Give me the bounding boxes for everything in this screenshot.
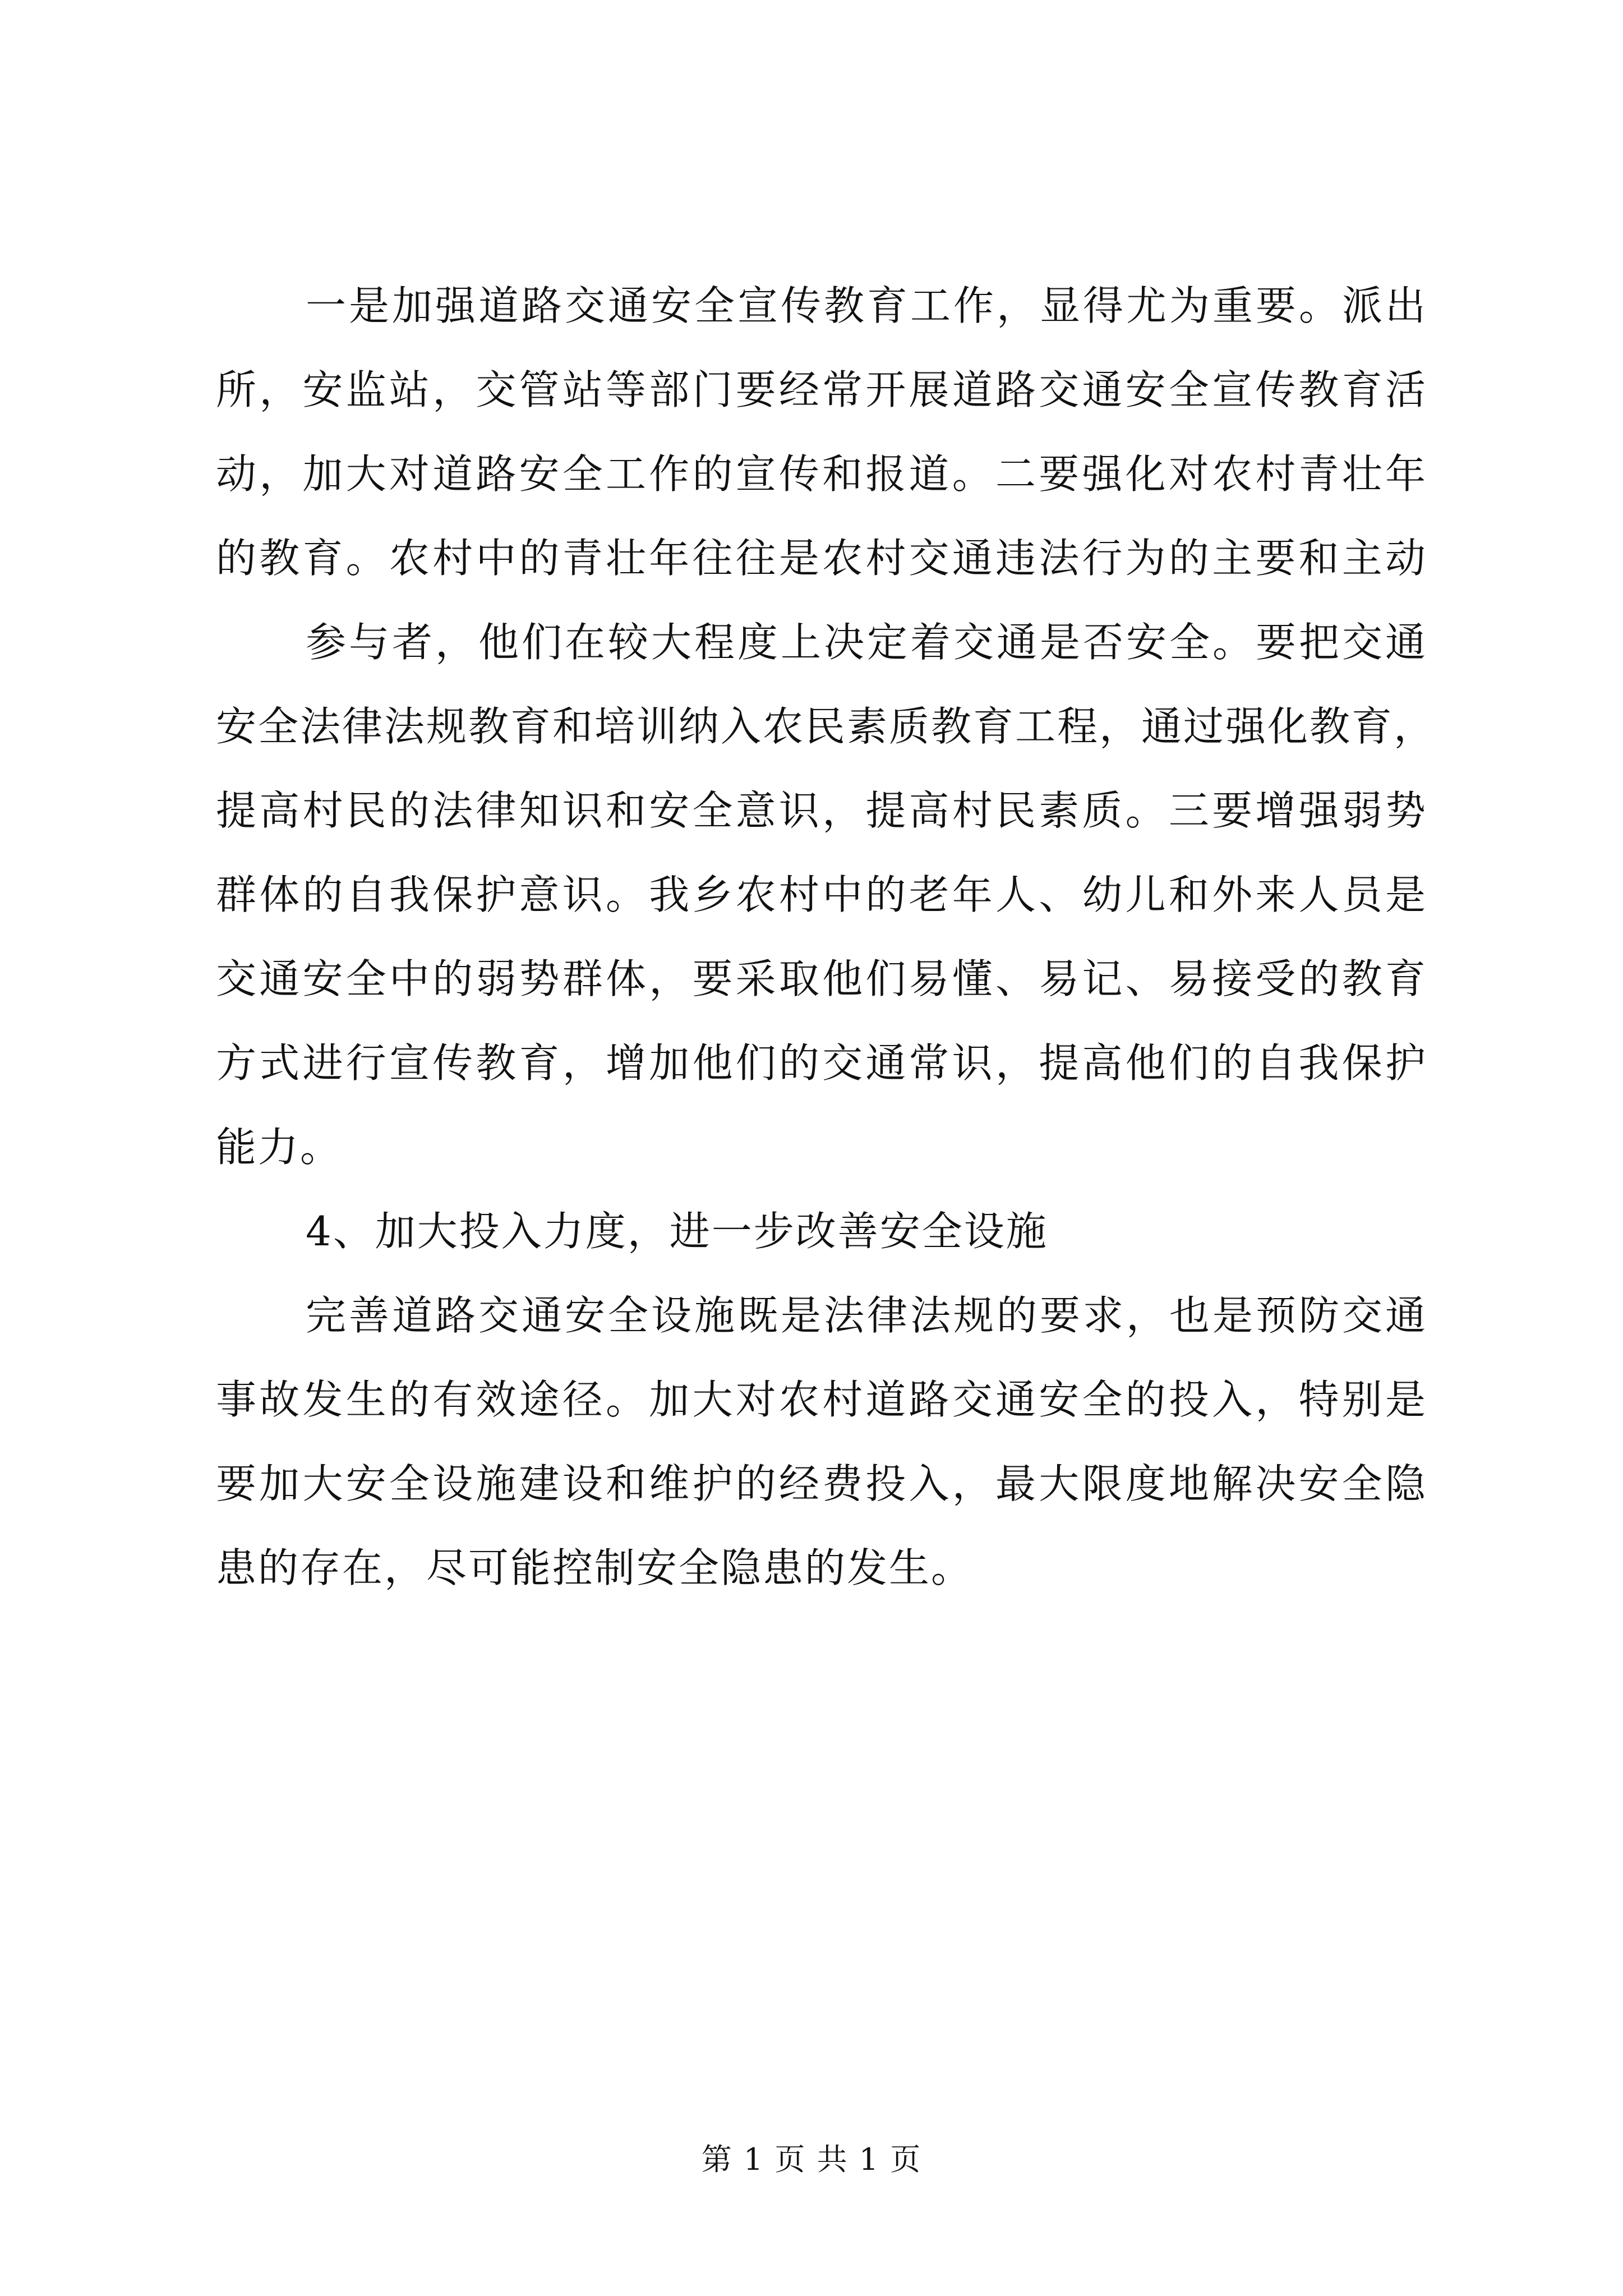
paragraph-line: 方式进行宣传教育，增加他们的交通常识，提高他们的自我保护 [216, 1039, 1427, 1087]
paragraph-line: 动，加大对道路安全工作的宣传和报道。二要强化对农村青壮年 [216, 450, 1427, 498]
paragraph-line: 能力。 [216, 1124, 343, 1171]
paragraph-line: 的教育。农村中的青壮年往往是农村交通违法行为的主要和主动 [216, 535, 1427, 582]
paragraph-line: 提高村民的法律知识和安全意识，提高村民素质。三要增强弱势 [216, 787, 1427, 834]
page-footer: 第 1 页 共 1 页 [701, 2142, 922, 2177]
paragraph-line: 完善道路交通安全设施既是法律法规的要求，也是预防交通 [306, 1292, 1427, 1339]
paragraph-line: 患的存在，尽可能控制安全隐患的发生。 [216, 1544, 974, 1591]
paragraph-line: 群体的自我保护意识。我乡农村中的老年人、幼儿和外来人员是 [216, 871, 1427, 918]
paragraph-line: 参与者，他们在较大程度上决定着交通是否安全。要把交通 [306, 619, 1427, 666]
paragraph-line: 安全法律法规教育和培训纳入农民素质教育工程，通过强化教育， [216, 703, 1436, 750]
paragraph-line: 事故发生的有效途径。加大对农村道路交通安全的投入，特别是 [216, 1376, 1427, 1423]
document-body [216, 264, 1436, 1610]
paragraph-line: 一是加强道路交通安全宣传教育工作，显得尤为重要。派出 [306, 282, 1427, 329]
paragraph-line: 所，安监站，交管站等部门要经常开展道路交通安全宣传教育活 [216, 366, 1427, 413]
paragraph-line: 交通安全中的弱势群体，要采取他们易懂、易记、易接受的教育 [216, 955, 1427, 1002]
section-heading: 4、加大投入力度，进一步改善安全设施 [306, 1208, 1048, 1255]
paragraph-line: 要加大安全设施建设和维护的经费投入，最大限度地解决安全隐 [216, 1460, 1427, 1507]
